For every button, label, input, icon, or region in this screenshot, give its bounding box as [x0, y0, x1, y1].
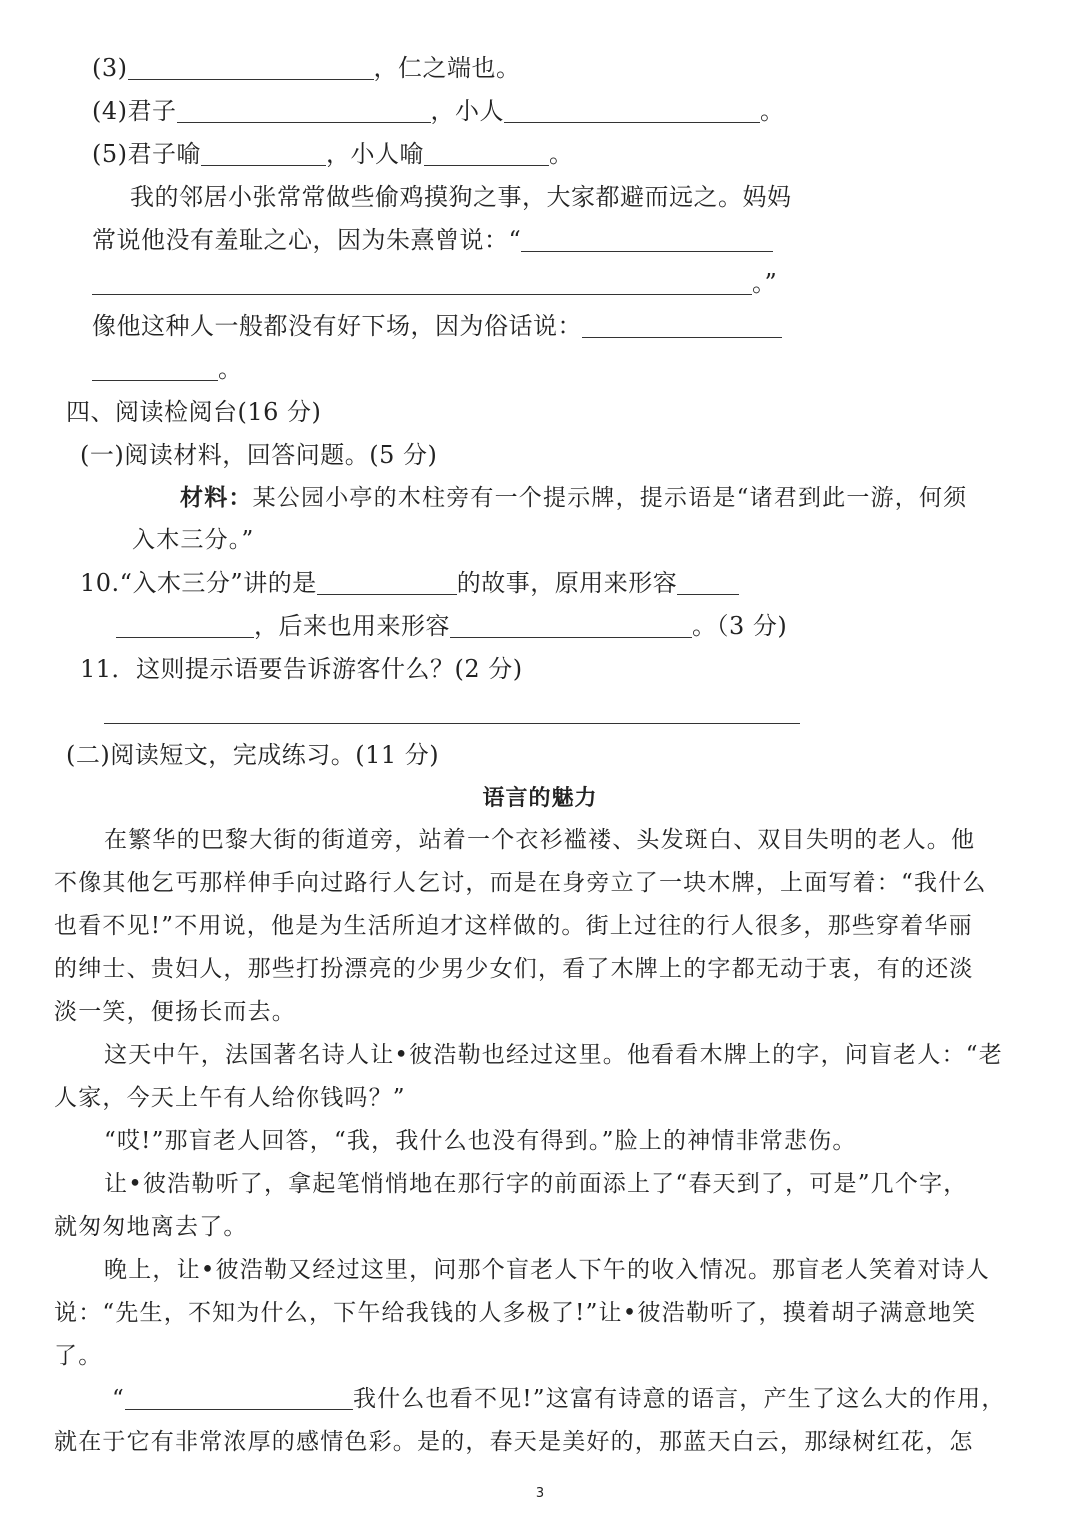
- passage-line: 让•彼浩勒听了，拿起笔悄悄地在那行字的前面添上了“春天到了，可是”几个字，: [104, 1171, 968, 1197]
- passage-line: 淡一笑，便扬长而去。: [54, 999, 296, 1025]
- answer-blank[interactable]: [504, 98, 760, 123]
- answer-blank[interactable]: [116, 613, 254, 638]
- question-10-line-1: [80, 566, 739, 600]
- passage-line: “哎!”那盲老人回答，“我，我什么也没有得到。”脸上的神情非常悲伤。: [104, 1128, 857, 1154]
- passage-line: 在繁华的巴黎大街的街道旁，站着一个衣衫褴褛、头发斑白、双目失明的老人。他: [104, 827, 976, 853]
- item-4-end: 。: [760, 97, 785, 125]
- answer-blank[interactable]: [125, 1385, 353, 1410]
- passage-line-blank: [112, 1382, 1006, 1416]
- page-number: 3: [535, 1486, 545, 1501]
- answer-blank[interactable]: [317, 570, 457, 595]
- answer-blank[interactable]: [128, 55, 374, 80]
- material-line-2: 入木三分。”: [132, 527, 255, 553]
- item-5-end: 。: [549, 140, 574, 168]
- q10-text-b: 的故事，原用来形容: [456, 569, 678, 597]
- item-5-mid: ，小人喻: [326, 140, 424, 168]
- item-3-label: (3): [92, 54, 128, 82]
- answer-blank[interactable]: [677, 570, 739, 595]
- neighbor-line-3: [92, 266, 777, 300]
- item-4-mid: ，小人: [430, 97, 504, 125]
- neighbor-line-2-text: 常说他没有羞耻之心，因为朱熹曾说：“: [92, 226, 522, 254]
- passage-title: 语言的魅力: [482, 786, 598, 811]
- q10-text-a: 10.“入木三分”讲的是: [80, 569, 317, 597]
- answer-blank[interactable]: [582, 313, 782, 338]
- item-3: [92, 51, 521, 85]
- q10-text-d: 。（3 分): [692, 612, 788, 640]
- passage-line: 也看不见!”不用说，他是为生活所迫才这样做的。街上过往的行人很多，那些穿着华丽: [54, 913, 973, 939]
- item-3-tail: ，仁之端也。: [373, 54, 521, 82]
- answer-blank[interactable]: [201, 141, 326, 166]
- material-text: 某公园小亭的木柱旁有一个提示牌，提示语是“诸君到此一游，何须: [252, 485, 968, 511]
- answer-blank[interactable]: [92, 270, 752, 295]
- passage-line: 的绅士、贵妇人，那些打扮漂亮的少男少女们，看了木牌上的字都无动于衷，有的还淡: [54, 956, 974, 982]
- neighbor-line-2: [92, 223, 773, 257]
- passage-line: 就匆匆地离去了。: [54, 1214, 248, 1240]
- passage-line: 说：“先生，不知为什么，下午给我钱的人多极了!”让•彼浩勒听了，摸着胡子满意地笑: [54, 1300, 977, 1326]
- passage-line: 不像其他乞丐那样伸手向过路行人乞讨，而是在身旁立了一块木牌，上面写着：“我什么: [54, 870, 987, 896]
- answer-blank[interactable]: [450, 613, 692, 638]
- question-11: 11．这则提示语要告诉游客什么？(2 分): [80, 655, 523, 683]
- material-label: 材料：: [180, 485, 253, 511]
- answer-blank[interactable]: [92, 356, 218, 381]
- part2-heading: (二)阅读短文，完成练习。(11 分): [66, 741, 440, 769]
- q10-text-c: ，后来也用来形容: [254, 612, 450, 640]
- material-line-1: [180, 481, 967, 515]
- passage-line-blank-rest: 我什么也看不见!”这富有诗意的语言，产生了这么大的作用，: [352, 1386, 1006, 1412]
- answer-blank[interactable]: [104, 699, 800, 724]
- passage-line: 这天中午，法国著名诗人让•彼浩勒也经过这里。他看看木牌上的字，问盲老人：“老: [104, 1042, 1003, 1068]
- item-4-label: (4)君子: [92, 97, 177, 125]
- neighbor-line-5-end: 。: [218, 355, 243, 383]
- quote-open: “: [112, 1386, 125, 1412]
- question-11-answer-line: [104, 695, 800, 729]
- passage-line: 人家，今天上午有人给你钱吗？”: [54, 1085, 406, 1111]
- answer-blank[interactable]: [521, 227, 773, 252]
- answer-blank[interactable]: [424, 141, 549, 166]
- answer-blank[interactable]: [177, 98, 431, 123]
- neighbor-line-4: [92, 309, 782, 343]
- neighbor-line-4-text: 像他这种人一般都没有好下场，因为俗话说：: [92, 312, 582, 340]
- neighbor-line-5: [92, 352, 243, 386]
- passage-line: 了。: [54, 1343, 103, 1369]
- item-4: [92, 94, 785, 128]
- question-10-line-2: [116, 609, 787, 643]
- neighbor-line-1: 我的邻居小张常常做些偷鸡摸狗之事，大家都避而远之。妈妈: [130, 183, 792, 211]
- passage-line: 晚上，让•彼浩勒又经过这里，问那个盲老人下午的收入情况。那盲老人笑着对诗人: [104, 1257, 990, 1283]
- item-5-label: (5)君子喻: [92, 140, 201, 168]
- part1-heading: (一)阅读材料，回答问题。(5 分): [80, 441, 438, 469]
- item-5: [92, 137, 574, 171]
- neighbor-line-3-end: 。”: [752, 269, 778, 297]
- section-heading: 四、阅读检阅台(16 分): [66, 398, 322, 426]
- passage-line: 就在于它有非常浓厚的感情色彩。是的，春天是美好的，那蓝天白云，那绿树红花，怎: [54, 1429, 974, 1455]
